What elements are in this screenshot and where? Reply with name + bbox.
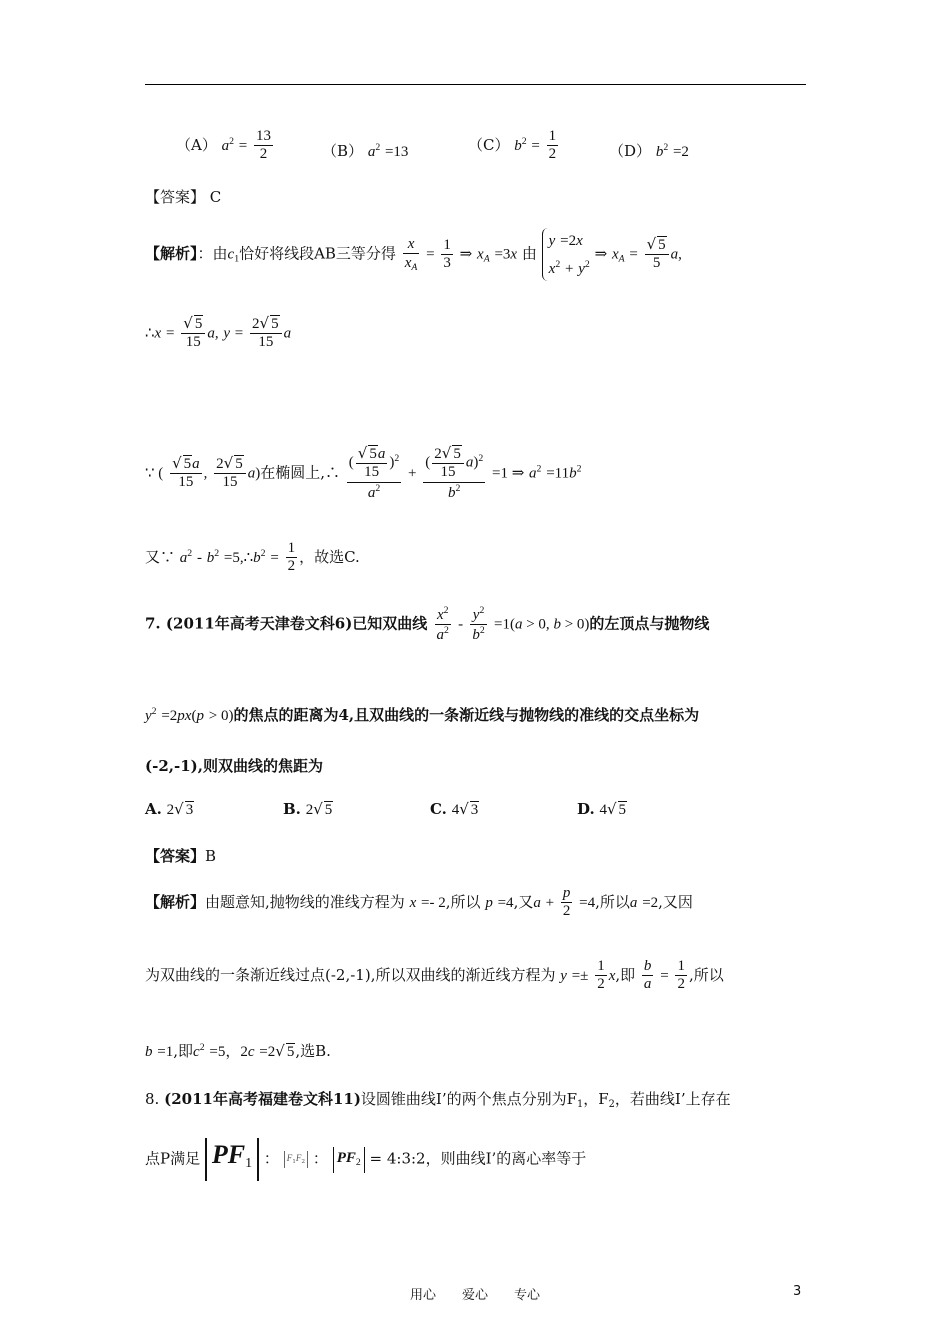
q7-option-c: C. 4√ 3 (430, 800, 479, 818)
answer-prev: 【答案】 C (145, 188, 222, 206)
q7-analysis-line2: 为双曲线的一条渐近线过点(-2,-1),所以双曲线的渐近线方程为 y =± $\frac{1}{2}$ x,即 $\frac{b}{a}$ = $\frac{1}{2}$ ,所以 (145, 958, 724, 993)
q7-stem-line2: $y^2 =2px(p > 0)$的焦点的距离为4,且双曲线的一条渐近线与抛物线的准线的交点坐标为 (145, 706, 700, 724)
q7-answer: 【答案】B (145, 847, 217, 865)
analysis-prev-conclusion: 又∵ $a^2 - b^2$ $=5,\therefore b^2$ = $\frac{1}{2}$ ，故选C. (145, 540, 360, 575)
page-footer: 用心 爱心 专心 (409, 1288, 540, 1303)
q7-analysis-line3: b =1,即$c^2 =5$，2c =2√ 5,选B. (145, 1042, 331, 1060)
q8-stem-line2: 点P满足 $PF_1$ ： $F_1F_2$ ： $PF_2$ = 4:3:2，则曲线Ⅰ’的离心率等于 (145, 1138, 586, 1181)
q7-option-d: D. 4√ 5 (577, 800, 627, 818)
q7-analysis-line1: 【解析】由题意知,抛物线的准线方程为 x =- 2,所以 p =4,又a + $\frac{p}{2}$ =4,所以a =2,又因 (145, 885, 693, 920)
option-c: （C） $b^2$ = $\frac{1}{2}$ (468, 128, 557, 163)
q7-option-b: B. 2√ 5 (283, 800, 333, 818)
q7-option-a: A. 2√ 3 (145, 800, 194, 818)
option-d: （D） $b^2 =2$ (609, 142, 689, 160)
q8-stem-line1: 8. (2011年高考福建卷文科11)设圆锥曲线Ⅰ’的两个焦点分别为$F_1$，$F_2$，若曲线Ⅰ’上存在 (145, 1090, 731, 1110)
q7-stem-line3: (-2,-1),则双曲线的焦距为 (145, 757, 323, 775)
option-a: （A） $a^2$ = $\frac{13}{2}$ (176, 128, 272, 163)
option-b: （B） $a^2 =13$ (322, 142, 409, 160)
page-number: 3 (793, 1284, 802, 1299)
analysis-prev-therefore: ∴x = $\frac{√ 5}{15}$ a, y = $\frac{2√ 5}{15}$ a (145, 314, 292, 351)
q7-stem-line1: 7. (2011年高考天津卷文科6)已知双曲线 $\frac{x^2}{a^2}$ - $\frac{y^2}{b^2}$ =1(a > 0, b > 0)的左顶点与抛物线 (145, 605, 710, 643)
analysis-prev-because: ∵ ( $\frac{√ 5a}{15}$ , $\frac{2√ 5}{15}$ a)在椭圆上,∴ ( $\frac{√ 5a}{15}$ )$^2$ $a^2$ + ( $\frac{2√ 5}{15}$ a)$^2$ $b^2$ =1 ⇒ $a^2 =11b^2$ (145, 444, 582, 501)
analysis-prev-line1: 【解析】：由$c_1$恰好将线段AB三等分得 $\frac{x}{x_A}$ = $\frac{1}{3}$ ⇒ $x_A =3x$ 由 y =2x $x^2 + y^2$ ⇒ $x_A$ = $\frac{√ 5}{5}$ a, (145, 228, 682, 281)
header-rule (145, 84, 806, 85)
